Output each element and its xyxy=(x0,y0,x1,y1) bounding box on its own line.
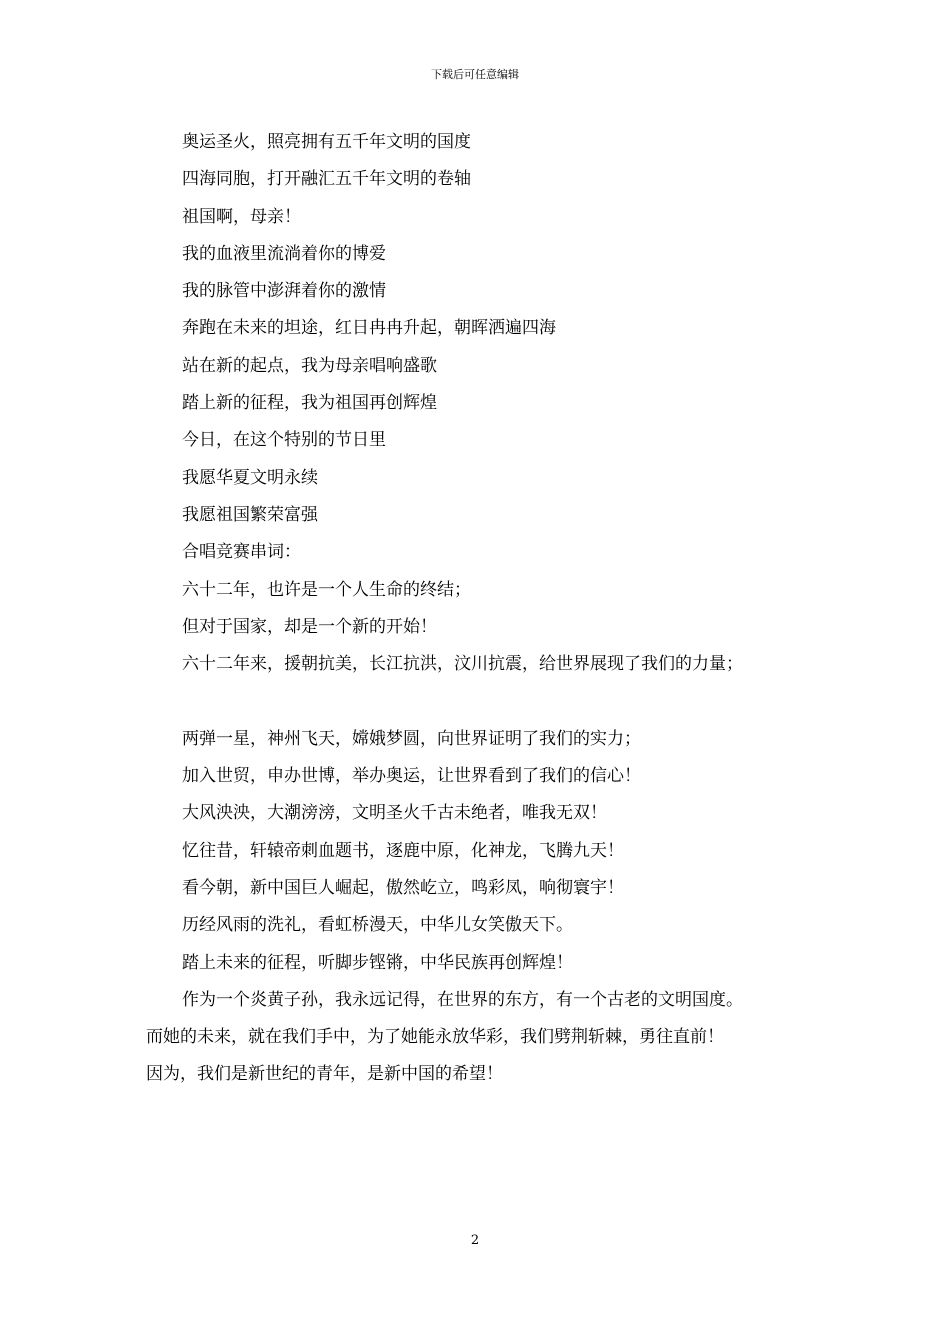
text-line: 站在新的起点，我为母亲唱响盛歌 xyxy=(182,355,437,376)
document-body xyxy=(146,124,818,1094)
text-line: 奥运圣火，照亮拥有五千年文明的国度 xyxy=(182,132,471,152)
text-line: 而她的未来，就在我们手中，为了她能永放华彩，我们劈荆斩棘，勇往直前！ xyxy=(146,1027,724,1048)
text-line: 大风泱泱，大潮滂滂，文明圣火千古未绝者，唯我无双！ xyxy=(182,803,607,824)
text-line: 六十二年来，援朝抗美，长江抗洪，汶川抗震，给世界展现了我们的力量； xyxy=(182,654,743,675)
text-line: 六十二年，也许是一个人生命的终结； xyxy=(182,579,471,600)
text-line: 我的脉管中澎湃着你的激情 xyxy=(182,281,386,302)
text-line: 我愿华夏文明永续 xyxy=(182,467,318,488)
text-line: 踏上新的征程，我为祖国再创辉煌 xyxy=(182,393,437,414)
page-number: 2 xyxy=(470,1233,480,1248)
blank-line xyxy=(146,683,818,720)
text-line: 我的血液里流淌着你的博爱 xyxy=(182,243,386,264)
text-line: 历经风雨的洗礼，看虹桥漫天，中华儿女笑傲天下。 xyxy=(182,915,573,936)
text-line: 四海同胞，打开融汇五千年文明的卷轴 xyxy=(182,169,471,190)
page-header: 下载后可任意编辑 xyxy=(431,68,519,81)
text-line: 我愿祖国繁荣富强 xyxy=(182,504,318,525)
text-line: 加入世贸，申办世博，举办奥运，让世界看到了我们的信心！ xyxy=(182,766,641,787)
text-line: 但对于国家，却是一个新的开始！ xyxy=(182,616,437,637)
text-line: 看今朝，新中国巨人崛起，傲然屹立，鸣彩凤，响彻寰宇！ xyxy=(182,877,624,898)
text-line: 奔跑在未来的坦途，红日冉冉升起，朝晖洒遍四海 xyxy=(182,318,556,339)
text-line: 忆往昔，轩辕帝刺血题书，逐鹿中原，化神龙，飞腾九天！ xyxy=(182,840,624,861)
text-line: 合唱竞赛串词： xyxy=(182,542,301,563)
text-line: 两弹一星，神州飞天，嫦娥梦圆，向世界证明了我们的实力； xyxy=(182,728,641,749)
text-line: 踏上未来的征程，听脚步铿锵，中华民族再创辉煌！ xyxy=(182,952,573,973)
text-line: 因为，我们是新世纪的青年，是新中国的希望！ xyxy=(146,1064,503,1085)
text-line: 作为一个炎黄子孙，我永远记得，在世界的东方，有一个古老的文明国度。 xyxy=(182,989,743,1010)
text-line: 祖国啊，母亲！ xyxy=(182,206,301,227)
text-line: 今日，在这个特别的节日里 xyxy=(182,430,386,451)
